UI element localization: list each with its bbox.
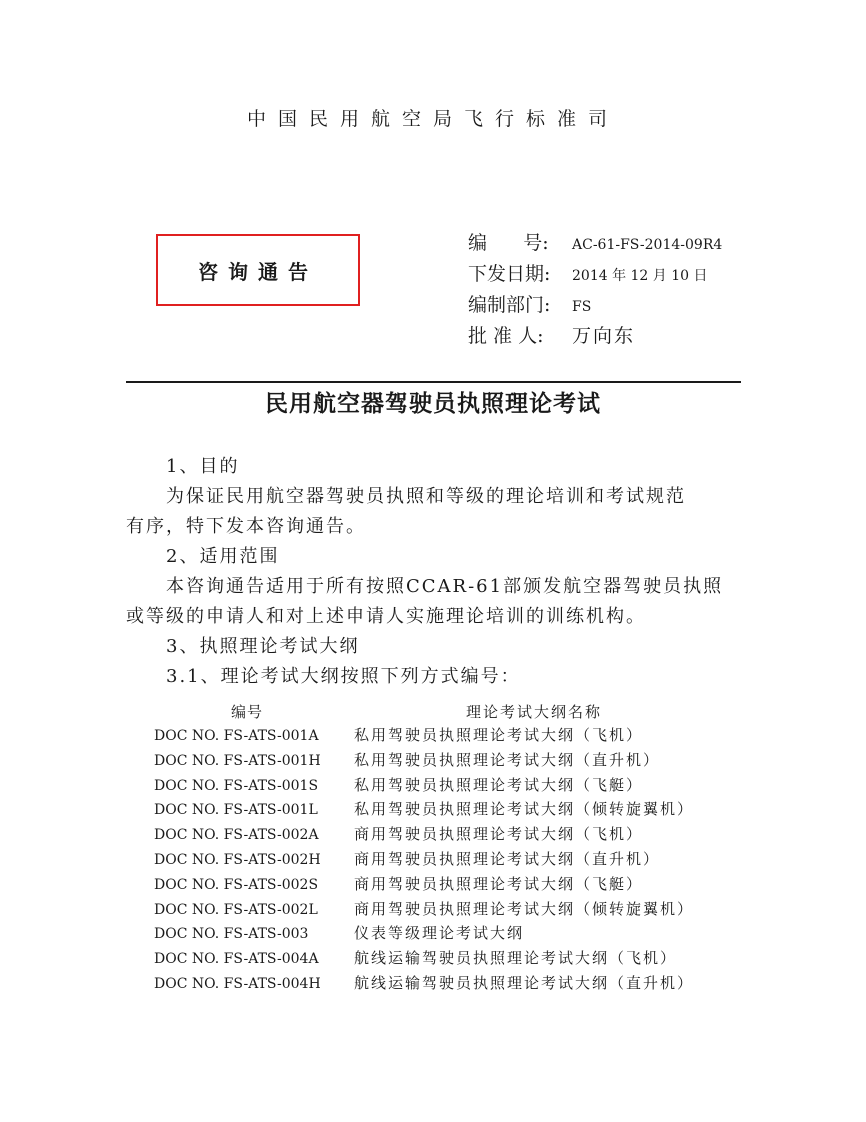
table-row [154, 822, 694, 847]
row-name: 私用驾驶员执照理论考试大纲（直升机） [354, 750, 661, 769]
row-code: DOC NO. FS-ATS-002A [154, 827, 319, 844]
notice-type-label: 咨询通告 [198, 259, 318, 284]
table-row [154, 748, 694, 773]
row-code: DOC NO. FS-ATS-001S [154, 777, 319, 794]
meta-value-number: AC-61-FS-2014-09R4 [572, 237, 723, 253]
row-name: 私用驾驶员执照理论考试大纲（倾转旋翼机） [354, 800, 695, 819]
row-code: DOC NO. FS-ATS-002H [154, 851, 321, 868]
row-name: 商用驾驶员执照理论考试大纲（倾转旋翼机） [354, 899, 695, 918]
meta-value-department: FS [572, 299, 592, 315]
section-1-text-line-1: 为保证民用航空器驾驶员执照和等级的理论培训和考试规范 [166, 486, 686, 507]
section-2-heading: 2、适用范围 [166, 546, 280, 567]
row-code: DOC NO. FS-ATS-001L [154, 802, 318, 819]
table-row [154, 723, 694, 748]
row-code: DOC NO. FS-ATS-004H [154, 975, 321, 992]
document-meta [468, 228, 722, 352]
row-code: DOC NO. FS-ATS-003 [154, 926, 309, 943]
row-name: 商用驾驶员执照理论考试大纲（飞艇） [354, 874, 644, 893]
section-3-1-text: 3.1、理论考试大纲按照下列方式编号： [166, 666, 521, 687]
row-name: 商用驾驶员执照理论考试大纲（飞机） [354, 825, 644, 844]
meta-label-number: 编 号: [468, 232, 549, 254]
syllabus-table [154, 723, 694, 996]
table-row [154, 847, 694, 872]
table-row [154, 872, 694, 897]
meta-label-date: 下发日期: [468, 263, 551, 285]
meta-row-date [468, 259, 722, 290]
table-row [154, 797, 694, 822]
meta-label-department: 编制部门: [468, 294, 551, 316]
row-code: DOC NO. FS-ATS-001A [154, 728, 319, 744]
row-code: DOC NO. FS-ATS-001H [154, 752, 321, 769]
meta-row-approver [468, 321, 722, 352]
section-1-text-line-2: 有序，特下发本咨询通告。 [126, 516, 366, 537]
header-name: 理论考试大纲名称 [466, 703, 603, 721]
table-row [154, 921, 694, 946]
table-row [154, 897, 694, 922]
section-1-heading: 1、目的 [166, 456, 240, 477]
table-row [154, 946, 694, 971]
meta-label-approver: 批 准 人: [468, 325, 544, 347]
row-name: 航线运输驾驶员执照理论考试大纲（直升机） [354, 973, 695, 992]
row-name: 私用驾驶员执照理论考试大纲（飞机） [354, 726, 644, 744]
section-3-heading: 3、执照理论考试大纲 [166, 636, 360, 657]
notice-type-box [156, 234, 360, 306]
row-name: 仪表等级理论考试大纲 [354, 924, 525, 943]
row-name: 商用驾驶员执照理论考试大纲（直升机） [354, 849, 661, 868]
title-divider [126, 381, 741, 383]
table-row [154, 971, 694, 996]
document-title: 民用航空器驾驶员执照理论考试 [265, 390, 601, 417]
section-2-text-line-2: 或等级的申请人和对上述申请人实施理论培训的训练机构。 [126, 606, 646, 627]
row-code: DOC NO. FS-ATS-002L [154, 901, 318, 918]
meta-row-department [468, 290, 722, 321]
header-code: 编号 [231, 703, 264, 721]
row-code: DOC NO. FS-ATS-002S [154, 876, 319, 893]
section-2-text-line-1: 本咨询通告适用于所有按照CCAR-61部颁发航空器驾驶员执照 [166, 576, 724, 597]
issuing-agency: 中国民用航空局飞行标准司 [246, 108, 619, 130]
row-name: 航线运输驾驶员执照理论考试大纲（飞机） [354, 949, 678, 968]
meta-value-date: 2014 年 12 月 10 日 [572, 268, 708, 284]
syllabus-table-header [0, 701, 866, 723]
row-name: 私用驾驶员执照理论考试大纲（飞艇） [354, 775, 644, 794]
meta-value-approver: 万向东 [572, 325, 636, 347]
meta-row-number [468, 228, 722, 259]
table-row [154, 773, 694, 798]
document-body [126, 452, 741, 692]
row-code: DOC NO. FS-ATS-004A [154, 951, 319, 968]
